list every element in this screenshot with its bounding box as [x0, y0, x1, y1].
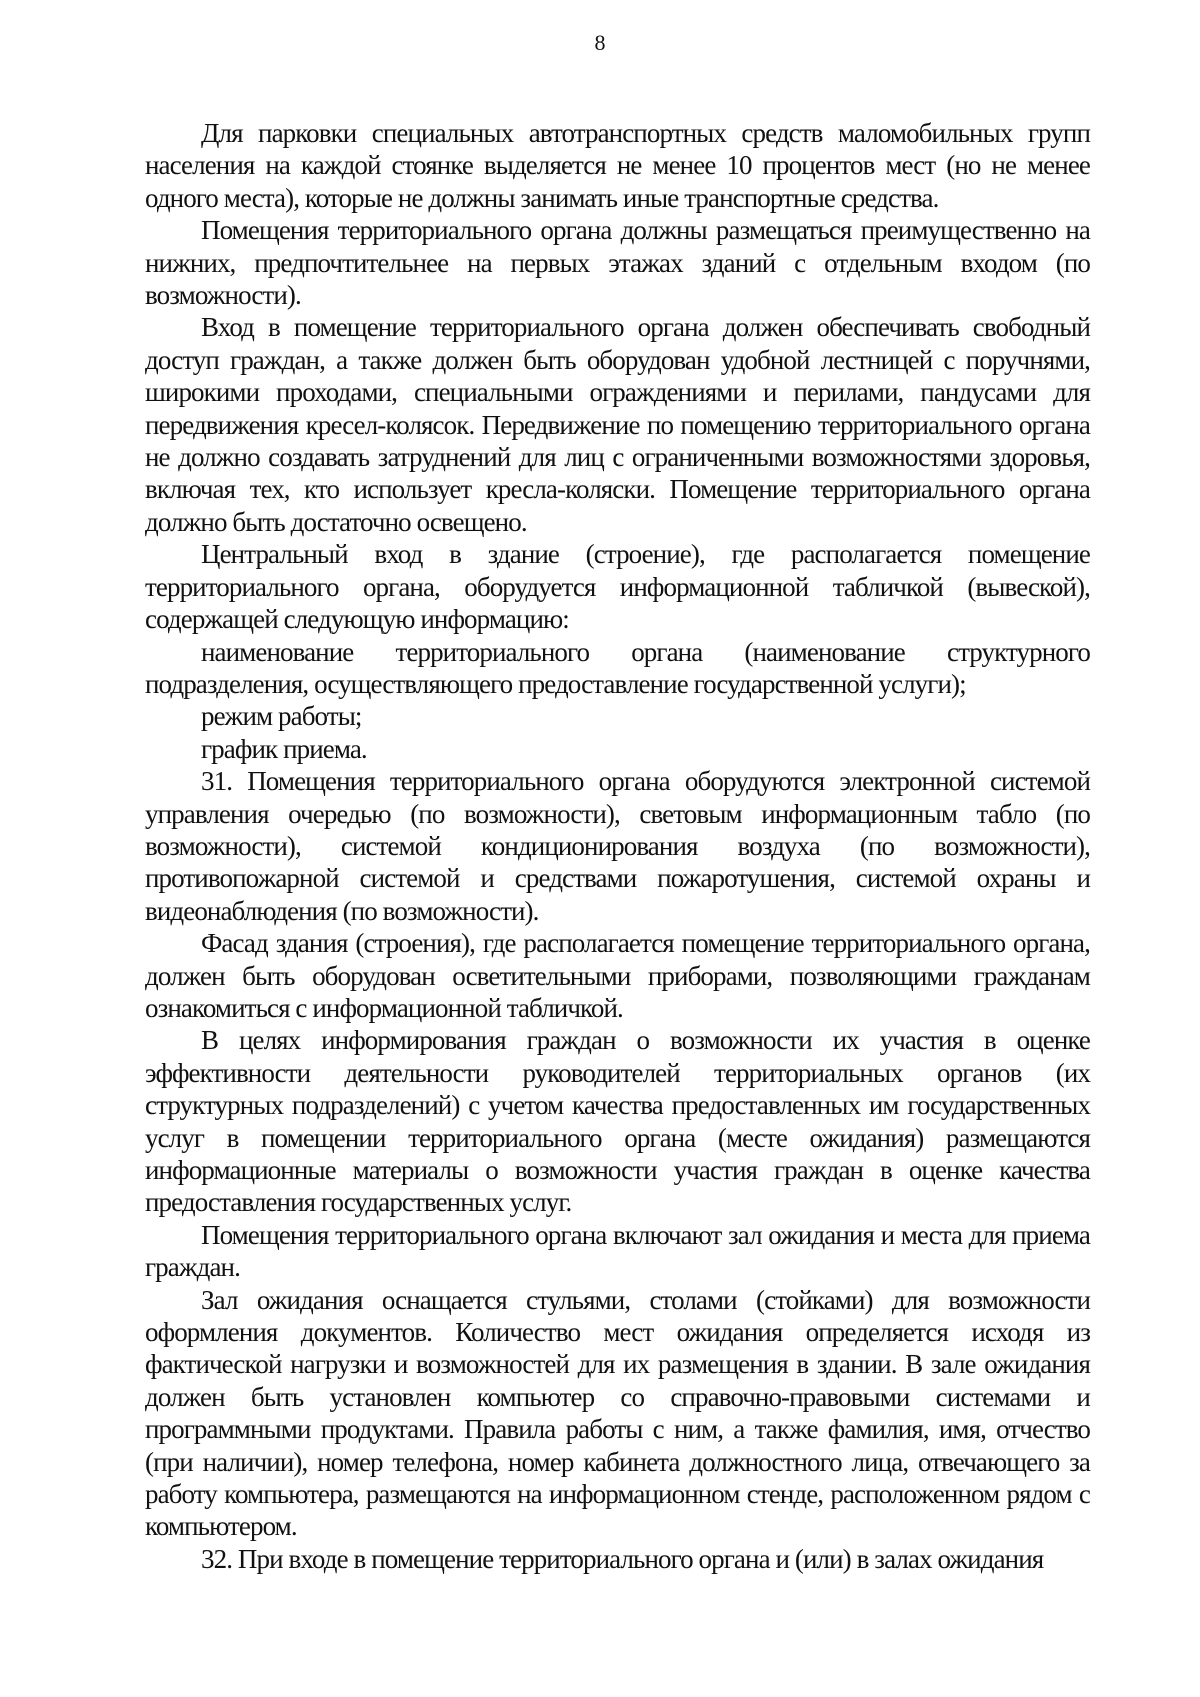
paragraph-entrance-access: Вход в помещение территориального органа должен обеспечивать свободный доступ граждан, а также должен быть оборудован удобной лестницей с поручнями, широкими проходами, специальными ограждениями и перилами, пандусами для передвижения кресел-колясок. Передвижение по помещению территориального органа не должно создавать затруднений для лиц с ограниченными возможностями здоровья, включая тех, кто использует кресла-коляски. Помещение территориального органа должно быть достаточно освещено.	[145, 312, 1090, 537]
paragraph-central-entrance: Центральный вход в здание (строение), где располагается помещение территориального органа, оборудуется информационной табличкой (вывеской), содержащей следующую информацию:	[145, 539, 1090, 635]
paragraph-sign-work-mode: режим работы;	[201, 701, 362, 732]
document-body	[145, 117, 1090, 1575]
paragraph-premises-location: Помещения территориального органа должны размещаться преимущественно на нижних, предпочтительнее на первых этажах зданий с отдельным входом (по возможности).	[145, 215, 1090, 311]
page-number: 8	[594, 30, 606, 55]
paragraph-parking: Для парковки специальных автотранспортных средств маломобильных групп населения на каждой стоянке выделяется не менее 10 процентов мест (но не менее одного места), которые не должны занимать иные транспортные средства.	[145, 118, 1090, 213]
paragraph-evaluation-info: В целях информирования граждан о возможности их участия в оценке эффективности деятельности руководителей территориальных органов (их структурных подразделений) с учетом качества предоставленных им государственных услуг в помещении территориального органа (месте ожидания) размещаются информационные материалы о возможности участия граждан в оценке качества предоставления государственных услуг.	[145, 1025, 1090, 1218]
paragraph-item-32: 32. При входе в помещение территориального органа и (или) в залах ожидания	[201, 1543, 1044, 1574]
paragraph-sign-name: наименование территориального органа (наименование структурного подразделения, осуществляющего предоставление государственной услуги);	[145, 636, 1090, 699]
paragraph-item-31: 31. Помещения территориального органа оборудуются электронной системой управления очередью (по возможности), световым информационным табло (по возможности), системой кондиционирования воздуха (по возможности), противопожарной системой и средствами пожаротушения, системой охраны и видеонаблюдения (по возможности).	[145, 766, 1090, 926]
paragraph-waiting-hall: Помещения территориального органа включают зал ожидания и места для приема граждан.	[145, 1219, 1090, 1283]
paragraph-waiting-equipment: Зал ожидания оснащается стульями, столами (стойками) для возможности оформления документов. Количество мест ожидания определяется исходя из фактической нагрузки и возможностей для их размещения в здании. В зале ожидания должен быть установлен компьютер со справочно-правовыми системами и программными продуктами. Правила работы с ним, а также фамилия, имя, отчество (при наличии), номер телефона, номер кабинета должностного лица, отвечающего за работу компьютера, размещаются на информационном стенде, расположенном рядом с компьютером.	[145, 1284, 1090, 1542]
paragraph-facade: Фасад здания (строения), где располагается помещение территориального органа, должен быть оборудован осветительными приборами, позволяющими гражданам ознакомиться с информационной табличкой.	[145, 928, 1090, 1023]
paragraph-sign-schedule: график приема.	[201, 733, 367, 764]
